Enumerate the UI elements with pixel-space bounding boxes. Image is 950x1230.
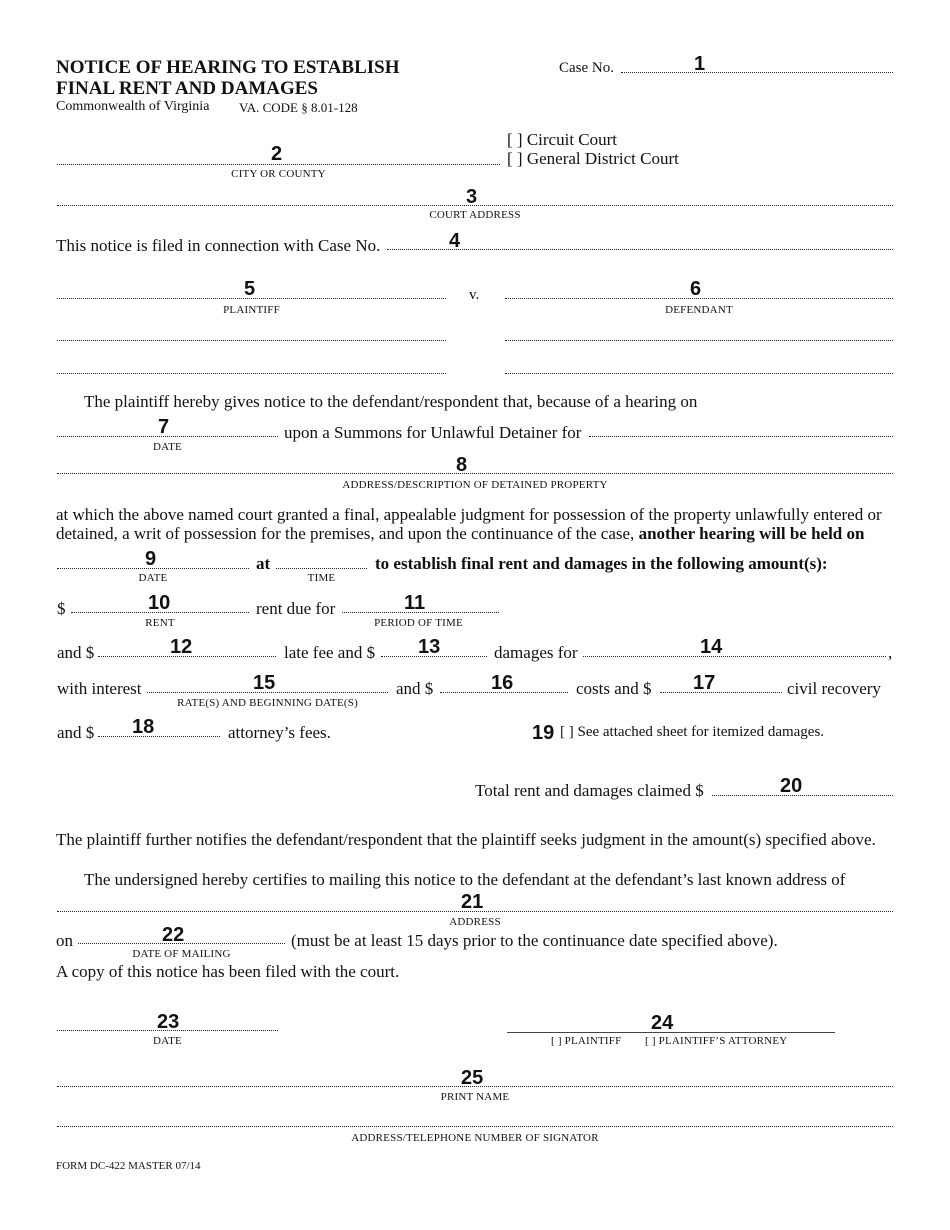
case-no-field[interactable] xyxy=(621,72,893,73)
new-hearing-time-field[interactable] xyxy=(276,568,367,569)
plaintiff-checkbox[interactable]: [ ] PLAINTIFF xyxy=(551,1035,622,1047)
rent-dollar-sign: $ xyxy=(57,599,66,618)
field-13: 13 xyxy=(418,636,441,658)
defendant-caption: DEFENDANT xyxy=(665,304,733,316)
mailing-cert-text: The undersigned hereby certifies to mailing this notice to the defendant at the defendant’s last known address of xyxy=(84,870,846,889)
damages-for-field[interactable] xyxy=(583,656,886,657)
attorney-fees-text: attorney’s fees. xyxy=(228,723,331,742)
field-10: 10 xyxy=(148,592,171,614)
address-phone-field[interactable] xyxy=(57,1126,893,1127)
form-title-line2: FINAL RENT AND DAMAGES xyxy=(56,78,318,99)
field-16: 16 xyxy=(491,672,514,694)
hearing-intro: The plaintiff hereby gives notice to the defendant/respondent that, because of a hearing on xyxy=(84,392,698,411)
further-notifies-text: The plaintiff further notifies the defendant/respondent that the plaintiff seeks judgment in the amount(s) specified above. xyxy=(56,830,876,849)
field-22: 22 xyxy=(162,924,185,946)
period-caption: PERIOD OF TIME xyxy=(374,617,463,629)
another-hearing-text: another hearing will be held on xyxy=(638,524,865,543)
field-1: 1 xyxy=(694,53,706,75)
costs-and-dollar: and $ xyxy=(396,679,434,698)
address-phone-caption: ADDRESS/TELEPHONE NUMBER OF SIGNATOR xyxy=(351,1132,599,1144)
field-20: 20 xyxy=(780,775,803,797)
judgment-paragraph-line1: at which the above named court granted a final, appealable judgment for possession of the property unlawfully entered or xyxy=(56,505,882,524)
on-label: on xyxy=(56,931,73,950)
itemized-damages-checkbox[interactable]: [ ] See attached sheet for itemized damages. xyxy=(560,724,825,740)
jurisdiction: Commonwealth of Virginia xyxy=(56,99,210,114)
field-24: 24 xyxy=(651,1012,674,1034)
plaintiff-attorney-checkbox[interactable]: [ ] PLAINTIFF’S ATTORNEY xyxy=(645,1035,788,1047)
property-caption: ADDRESS/DESCRIPTION OF DETAINED PROPERTY xyxy=(342,479,608,491)
related-case-no-field[interactable] xyxy=(387,249,893,250)
establish-text: to establish final rent and damages in the following amount(s): xyxy=(375,554,828,573)
rent-due-for-text: rent due for xyxy=(256,599,336,618)
hearing-date-caption: DATE xyxy=(153,441,182,453)
late-fee-and-dollar: and $ xyxy=(57,643,95,662)
court-address-caption: COURT ADDRESS xyxy=(429,209,521,221)
late-fee-text: late fee and $ xyxy=(284,643,376,662)
field-18: 18 xyxy=(132,716,155,738)
general-district-court-checkbox[interactable]: [ ] General District Court xyxy=(507,149,679,168)
field-2: 2 xyxy=(271,143,283,165)
versus: v. xyxy=(469,287,480,303)
circuit-court-checkbox[interactable]: [ ] Circuit Court xyxy=(507,130,618,149)
total-field[interactable] xyxy=(712,795,893,796)
civil-recovery-field[interactable] xyxy=(660,692,782,693)
plaintiff-field-3[interactable] xyxy=(57,373,446,374)
field-4: 4 xyxy=(449,230,461,252)
field-15: 15 xyxy=(253,672,276,694)
civil-recovery-text: civil recovery xyxy=(787,679,881,698)
field-23: 23 xyxy=(157,1011,180,1033)
filed-connection-text: This notice is filed in connection with Case No. xyxy=(56,236,381,255)
field-14: 14 xyxy=(700,636,723,658)
signature-date-caption: DATE xyxy=(153,1035,182,1047)
attorney-fees-and-dollar: and $ xyxy=(57,723,95,742)
field-17: 17 xyxy=(693,672,716,694)
field-9: 9 xyxy=(145,548,157,570)
plaintiff-caption: PLAINTIFF xyxy=(223,304,280,316)
copy-filed-text: A copy of this notice has been filed with the court. xyxy=(56,962,400,981)
new-hearing-time-caption: TIME xyxy=(307,572,336,584)
va-code: VA. CODE § 8.01-128 xyxy=(239,100,358,115)
judgment-paragraph-line2 xyxy=(56,524,864,544)
damages-for-text: damages for xyxy=(494,643,578,662)
field-11: 11 xyxy=(404,592,426,614)
field-25: 25 xyxy=(461,1067,484,1089)
field-5: 5 xyxy=(244,278,256,300)
case-no-label: Case No. xyxy=(559,60,614,76)
field-3: 3 xyxy=(466,186,478,208)
field-12: 12 xyxy=(170,636,193,658)
defendant-field-2[interactable] xyxy=(505,340,893,341)
property-field[interactable] xyxy=(57,473,893,474)
summons-text: upon a Summons for Unlawful Detainer for xyxy=(284,423,582,442)
print-name-caption: PRINT NAME xyxy=(440,1091,510,1103)
must-be-text: (must be at least 15 days prior to the continuance date specified above). xyxy=(291,931,778,950)
form-title-line1: NOTICE OF HEARING TO ESTABLISH xyxy=(56,57,400,78)
new-hearing-date-caption: DATE xyxy=(138,572,168,584)
damages-comma: , xyxy=(888,643,893,662)
interest-rate-caption: RATE(S) AND BEGINNING DATE(S) xyxy=(177,697,358,709)
summons-for-field[interactable] xyxy=(589,436,893,437)
judgment-paragraph-line2-text: detained, a writ of possession for the premises, and upon the continuance of the case, xyxy=(56,524,635,543)
total-label: Total rent and damages claimed $ xyxy=(475,781,704,800)
attorney-fees-field[interactable] xyxy=(98,736,220,737)
plaintiff-field-2[interactable] xyxy=(57,340,446,341)
defendant-field-3[interactable] xyxy=(505,373,893,374)
field-6: 6 xyxy=(690,278,702,300)
field-21: 21 xyxy=(461,891,484,913)
field-8: 8 xyxy=(456,454,468,476)
with-interest-text: with interest xyxy=(57,679,142,698)
mailing-address-caption: ADDRESS xyxy=(449,916,501,928)
costs-and-text: costs and $ xyxy=(576,679,652,698)
city-county-caption: CITY OR COUNTY xyxy=(231,168,326,180)
rent-caption: RENT xyxy=(145,617,175,629)
field-19: 19 xyxy=(532,722,555,744)
form-id: FORM DC-422 MASTER 07/14 xyxy=(56,1160,201,1172)
mailing-date-caption: DATE OF MAILING xyxy=(132,948,231,960)
at-label: at xyxy=(256,554,271,573)
field-7: 7 xyxy=(158,416,170,438)
